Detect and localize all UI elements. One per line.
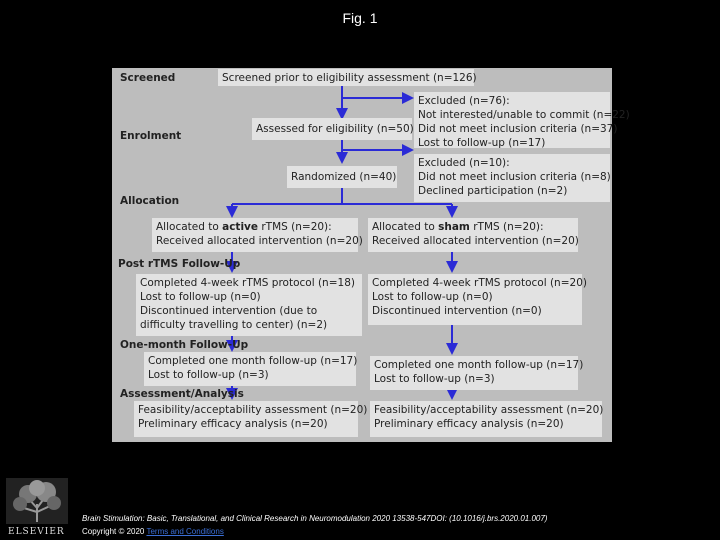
assess-active-line: Preliminary efficacy analysis (n=20) <box>138 418 328 430</box>
excluded-box-2 <box>414 154 610 202</box>
citation-text: Brain Stimulation: Basic, Translational, and Clinical Research in Neuromodulation 2020 13538-547DOI: (10.1016/j.brs.2020.01.007) <box>82 514 548 523</box>
month-sham-line: Lost to follow-up (n=3) <box>374 373 495 385</box>
excluded-1-line: Lost to follow-up (n=17) <box>418 137 546 149</box>
assessed-box: Assessed for eligibility (n=50) <box>252 118 412 140</box>
stage-allocation: Allocation <box>120 195 180 207</box>
excluded-2-line: Did not meet inclusion criteria (n=8) <box>418 171 611 183</box>
terms-link[interactable]: Terms and Conditions <box>146 527 224 536</box>
allocated-sham-box <box>368 218 578 252</box>
excluded-box-1 <box>414 92 630 149</box>
assess-sham-line: Feasibility/acceptability assessment (n=20) <box>374 404 604 416</box>
post-active-line: Completed 4-week rTMS protocol (n=18) <box>140 277 355 289</box>
post-active-line: Discontinued intervention (due to <box>140 305 318 317</box>
randomized-box: Randomized (n=40) <box>287 166 397 188</box>
post-rtms-active-box <box>136 274 362 336</box>
one-month-active-box <box>144 352 356 386</box>
excluded-1-title: Excluded (n=76): <box>418 95 510 107</box>
allocated-active-box <box>152 218 363 252</box>
one-month-sham-box <box>370 356 584 390</box>
copyright-text: Copyright © 2020 <box>82 527 147 536</box>
month-active-line: Lost to follow-up (n=3) <box>148 369 269 381</box>
screened-box: Screened prior to eligibility assessment (n=126) <box>218 69 474 86</box>
allocated-active-received: Received allocated intervention (n=20) <box>156 235 363 247</box>
excluded-2-line: Declined participation (n=2) <box>418 185 568 197</box>
stage-assessment: Assessment/Analysis <box>120 388 244 400</box>
assessment-active-box <box>134 401 368 437</box>
allocated-sham-title: Allocated to sham rTMS (n=20): <box>372 221 544 233</box>
assessment-sham-box <box>370 401 602 437</box>
month-sham-line: Completed one month follow-up (n=17) <box>374 359 584 371</box>
post-active-line: difficulty travelling to center) (n=2) <box>140 319 328 331</box>
stage-enrolment: Enrolment <box>120 130 182 142</box>
assess-sham-line: Preliminary efficacy analysis (n=20) <box>374 418 564 430</box>
copyright-line <box>82 527 224 536</box>
elsevier-logo-text: ELSEVIER <box>8 527 65 537</box>
figure-title: Fig. 1 <box>342 10 378 26</box>
excluded-1-line: Not interested/unable to commit (n=22) <box>418 109 630 121</box>
excluded-1-line: Did not meet inclusion criteria (n=37) <box>418 123 618 135</box>
assess-active-line: Feasibility/acceptability assessment (n=20) <box>138 404 368 416</box>
allocated-sham-received: Received allocated intervention (n=20) <box>372 235 579 247</box>
stage-post-rtms: Post rTMS Follow-Up <box>118 258 241 270</box>
post-sham-line: Completed 4-week rTMS protocol (n=20) <box>372 277 587 289</box>
post-sham-line: Lost to follow-up (n=0) <box>372 291 493 303</box>
flow-diagram-panel <box>112 68 630 442</box>
allocated-active-title: Allocated to active rTMS (n=20): <box>156 221 332 233</box>
excluded-2-title: Excluded (n=10): <box>418 157 510 169</box>
stage-screened: Screened <box>120 72 176 84</box>
stage-one-month: One-month Follow-Up <box>120 339 249 351</box>
post-rtms-sham-box <box>368 274 587 325</box>
post-sham-line: Discontinued intervention (n=0) <box>372 305 542 317</box>
post-active-line: Lost to follow-up (n=0) <box>140 291 261 303</box>
month-active-line: Completed one month follow-up (n=17) <box>148 355 358 367</box>
